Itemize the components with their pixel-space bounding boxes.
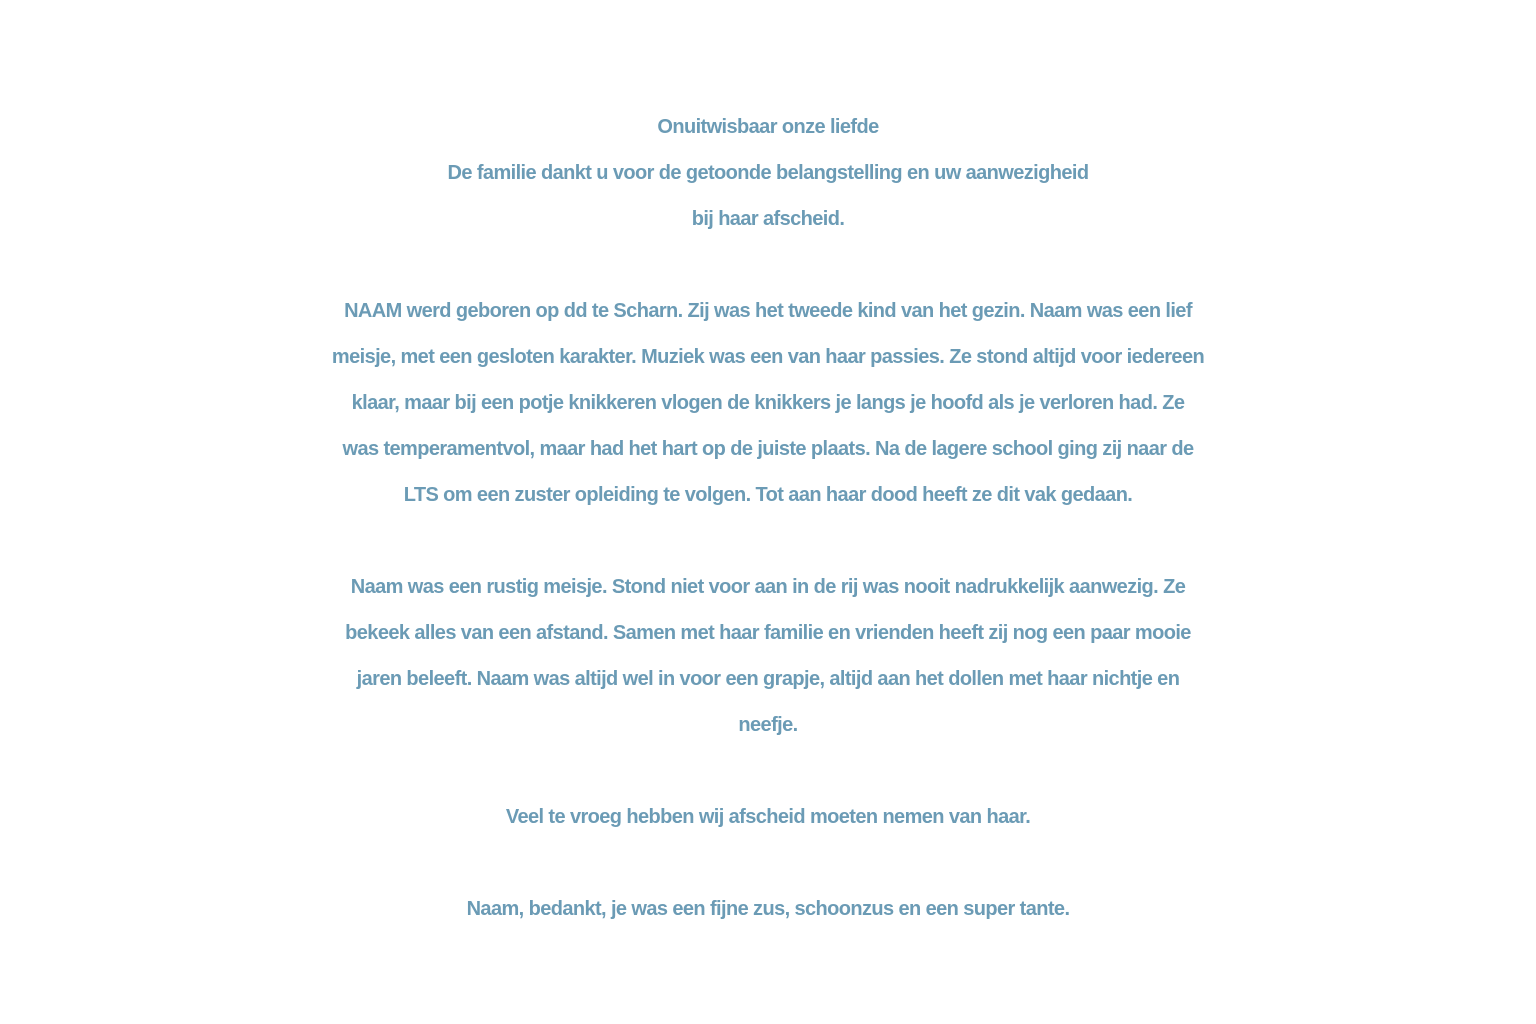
paragraph-4 <box>0 886 1536 932</box>
paragraph-1-line: NAAM werd geboren op dd te Scharn. Zij was het tweede kind van het gezin. Naam was een lief <box>344 300 1192 322</box>
paragraph-1-line: meisje, met een gesloten karakter. Muziek was een van haar passies. Ze stond altijd voor iedereen <box>331 346 1205 368</box>
thanks-line-1: De familie dankt u voor de getoonde belangstelling en uw aanwezigheid <box>447 162 1089 184</box>
title: Onuitwisbaar onze liefde <box>657 116 879 138</box>
paragraph-2-line: bekeek alles van een afstand. Samen met haar familie en vrienden heeft zij nog een paar mooie <box>345 622 1191 644</box>
paragraph-1 <box>0 288 1536 518</box>
spacer <box>0 748 1536 794</box>
closing-sentence: Veel te vroeg hebben wij afscheid moeten nemen van haar. <box>505 806 1031 828</box>
farewell-sentence: Naam, bedankt, je was een fijne zus, schoonzus en een super tante. <box>466 898 1070 920</box>
paragraph-1-line: was temperamentvol, maar had het hart op de juiste plaats. Na de lagere school ging zij naar de <box>342 438 1194 460</box>
paragraph-2-line: jaren beleeft. Naam was altijd wel in voor een grapje, altijd aan het dollen met haar nichtje en <box>356 668 1180 690</box>
spacer <box>0 242 1536 288</box>
paragraph-3 <box>0 794 1536 840</box>
spacer <box>0 840 1536 886</box>
thanks-line-2: bij haar afscheid. <box>691 208 845 230</box>
paragraph-2 <box>0 564 1536 748</box>
paragraph-2-line: neefje. <box>738 714 798 736</box>
paragraph-1-line: LTS om een zuster opleiding te volgen. Tot aan haar dood heeft ze dit vak gedaan. <box>403 484 1133 506</box>
paragraph-1-line: klaar, maar bij een potje knikkeren vlogen de knikkers je langs je hoofd als je verloren had. Ze <box>351 392 1185 414</box>
heading <box>0 104 1536 242</box>
spacer <box>0 518 1536 564</box>
paragraph-2-line: Naam was een rustig meisje. Stond niet voor aan in de rij was nooit nadrukkelijk aanwezig. Ze <box>350 576 1186 598</box>
